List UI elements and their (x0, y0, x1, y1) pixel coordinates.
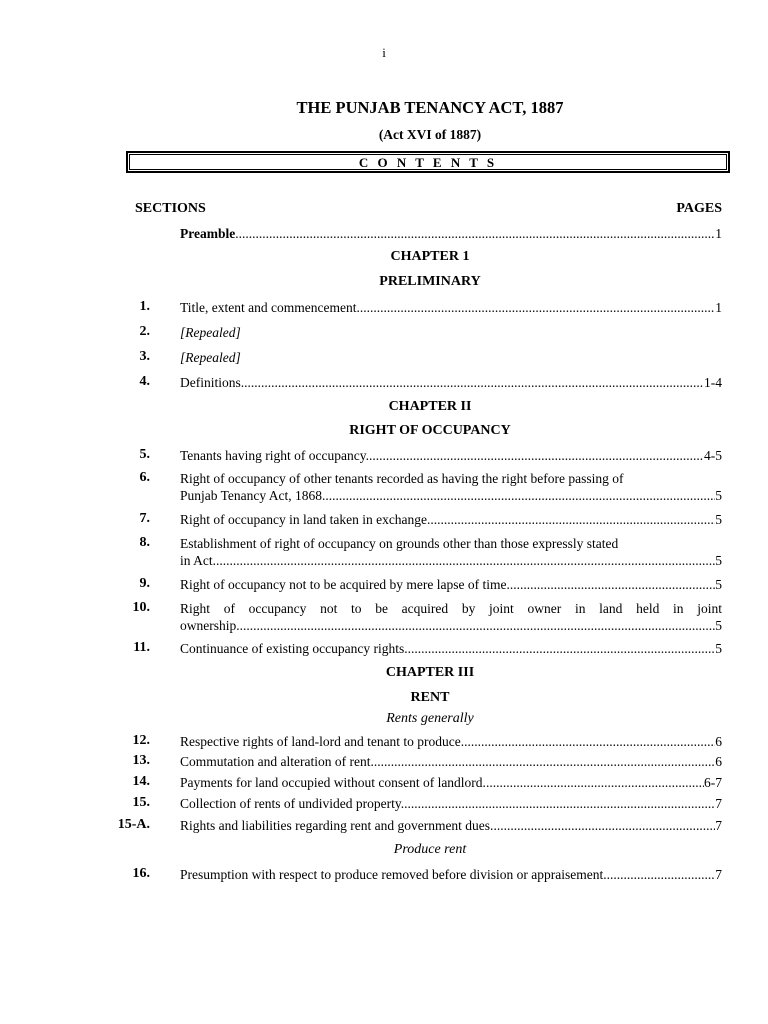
contents-label: C O N T E N T S (358, 155, 498, 170)
chapter-heading: CHAPTER 1 (390, 249, 470, 264)
section-number: 14. (132, 774, 150, 789)
toc-entry (180, 733, 722, 750)
chapter-title: RIGHT OF OCCUPANCY (349, 423, 511, 438)
section-title: Establishment of right of occupancy on grounds other than those expressly stated (180, 536, 619, 551)
section-number: 13. (132, 753, 150, 768)
page-ref: 7 (715, 796, 722, 811)
section-title: Right of occupancy in land taken in exchange. (180, 512, 431, 527)
toc-entry (180, 299, 722, 316)
section-number: 16. (132, 866, 150, 881)
toc-entry (180, 795, 722, 812)
section-title: Tenants having right of occupancy. (180, 448, 369, 463)
page-ref: 6 (715, 734, 722, 749)
section-title: Right of occupancy not to be acquired by joint owner in land held in joint (180, 601, 722, 616)
section-title: Commutation and alteration of rent. (180, 754, 374, 769)
section-title-continued: in Act. (180, 553, 216, 568)
section-title: Presumption with respect to produce removed before division or appraisement. (180, 867, 607, 882)
section-number: 11. (133, 640, 150, 655)
toc-entry (180, 866, 722, 883)
section-number: 2. (139, 324, 150, 339)
section-title: [Repealed] (180, 325, 241, 340)
section-number: 12. (132, 733, 150, 748)
page-ref: 5 (715, 577, 722, 592)
toc-entry (180, 774, 722, 791)
section-number: 5. (139, 447, 150, 462)
page-ref: 1 (715, 300, 722, 315)
page-ref: 5 (715, 641, 722, 656)
document-subtitle: (Act XVI of 1887) (378, 127, 482, 142)
section-number: 6. (139, 470, 150, 485)
page-ref: 1 (715, 226, 722, 241)
section-number: 10. (132, 600, 150, 615)
preamble-label: Preamble (180, 226, 236, 241)
toc-entry (180, 640, 722, 657)
section-title: [Repealed] (180, 350, 241, 365)
page-ref: 7 (715, 818, 722, 833)
section-title: Title, extent and commencement. (180, 300, 360, 315)
page-ref: 7 (715, 867, 722, 882)
document-title: THE PUNJAB TENANCY ACT, 1887 (296, 98, 564, 117)
page-number: i (382, 45, 386, 60)
chapter-heading: CHAPTER II (388, 399, 472, 414)
toc-entry (180, 600, 722, 634)
chapter-heading: CHAPTER III (385, 665, 475, 680)
toc-entry (180, 817, 722, 834)
pages-column-header: PAGES (676, 201, 722, 216)
section-title: Definitions (180, 375, 241, 390)
section-title: Right of occupancy not to be acquired by mere lapse of time. (180, 577, 510, 592)
section-number: 1. (139, 299, 150, 314)
page-ref: 6 (715, 754, 722, 769)
toc-entry (180, 374, 722, 391)
sections-column-header: SECTIONS (135, 201, 206, 216)
subheading-produce-rent: Produce rent (393, 842, 467, 857)
toc-entry (180, 447, 722, 464)
toc-entry (180, 535, 722, 569)
section-title: Rights and liabilities regarding rent and government dues. (180, 818, 494, 833)
page-ref: 5 (715, 512, 722, 527)
section-title: Payments for land occupied without consent of landlord. (180, 775, 486, 790)
section-number: 15-A. (117, 817, 150, 832)
page-ref: 1-4 (704, 375, 722, 390)
toc-entry (180, 349, 722, 366)
page-ref: 4-5 (704, 448, 722, 463)
page-ref: 5 (715, 618, 722, 633)
section-number: 9. (139, 576, 150, 591)
page-ref: 5 (715, 553, 722, 568)
section-title: Right of occupancy of other tenants recorded as having the right before passing of (180, 471, 624, 486)
toc-entry (180, 753, 722, 770)
section-number: 4. (139, 374, 150, 389)
section-title: Continuance of existing occupancy rights. (180, 641, 408, 656)
toc-entry (180, 324, 722, 341)
toc-entry (180, 576, 722, 593)
chapter-title: RENT (410, 690, 450, 705)
toc-entry (180, 511, 722, 528)
section-number: 7. (139, 511, 150, 526)
subheading-rents-generally: Rents generally (386, 711, 474, 726)
section-title-continued: Punjab Tenancy Act, 1868. (180, 488, 326, 503)
section-number: 15. (132, 795, 150, 810)
chapter-title: PRELIMINARY (379, 274, 481, 289)
preamble-entry (180, 225, 722, 242)
toc-entry (180, 470, 722, 504)
section-number: 3. (139, 349, 150, 364)
section-number: 8. (139, 535, 150, 550)
page-ref: 5 (715, 488, 722, 503)
page-ref: 6-7 (704, 775, 722, 790)
section-title-continued: ownership. (180, 618, 240, 633)
section-title: Respective rights of land-lord and tenant to produce. (180, 734, 465, 749)
section-title: Collection of rents of undivided property. (180, 796, 405, 811)
contents-banner (126, 151, 730, 173)
